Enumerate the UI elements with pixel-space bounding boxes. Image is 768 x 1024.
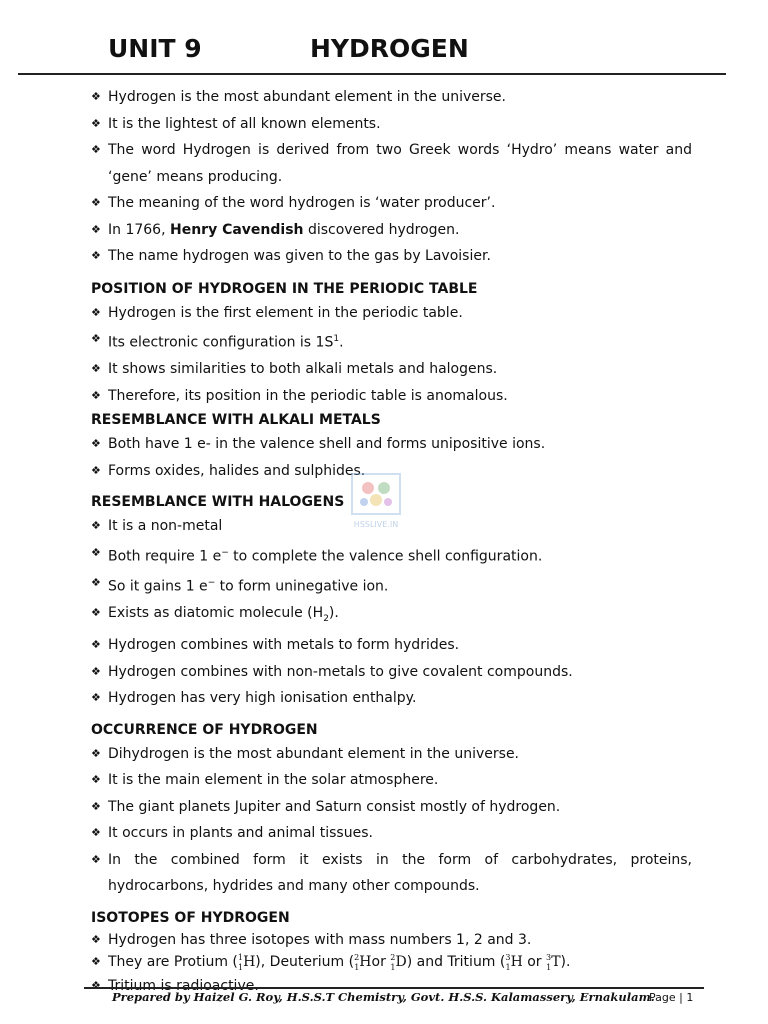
deuterium-d-symbol: $^2_1$D bbox=[390, 952, 407, 972]
section-heading: OCCURRENCE OF HYDROGEN bbox=[91, 721, 318, 738]
deuterium-symbol: $^2_1$H bbox=[354, 952, 372, 972]
section-heading: POSITION OF HYDROGEN IN THE PERIODIC TABLE bbox=[91, 280, 478, 297]
scientist-name: Henry Cavendish bbox=[169, 221, 304, 238]
list-item: ❖ The name hydrogen was given to the gas by Lavoisier. bbox=[91, 243, 692, 270]
page-title: HYDROGEN bbox=[310, 34, 469, 63]
tritium-t-symbol: $^3_1$T bbox=[546, 952, 561, 972]
list-item: ❖ They are Protium ($^1_1$H), Deuterium ($^2_1$Hor $^2_1$D) and Tritium ($^3_1$H or $^3_1$T). bbox=[91, 951, 692, 975]
list-item: ❖ Hydrogen has three isotopes with mass numbers 1, 2 and 3. bbox=[91, 929, 692, 951]
list-item: ❖ Exists as diatomic molecule $(H_2)$. bbox=[91, 600, 692, 632]
section-heading: ISOTOPES OF HYDROGEN bbox=[91, 909, 290, 926]
watermark-logo bbox=[346, 472, 406, 530]
list-item: ❖ In 1766, Henry Cavendish discovered hydrogen. bbox=[91, 217, 692, 244]
watermark-text: HSSLIVE.IN bbox=[353, 520, 399, 529]
list-item: ❖ It is the main element in the solar atmosphere. bbox=[91, 767, 692, 794]
list-item: ❖ Its electronic configuration is $1S^1$. bbox=[91, 326, 692, 356]
list-item: ❖ Both require 1 e− to complete the valence shell configuration. bbox=[91, 540, 692, 570]
list-item: ❖ It shows similarities to both alkali metals and halogens. bbox=[91, 356, 692, 383]
list-item: ❖ Hydrogen is the first element in the periodic table. bbox=[91, 300, 692, 327]
protium-symbol: $^1_1$H bbox=[237, 952, 256, 972]
footer-rule bbox=[84, 987, 704, 989]
list-item: ❖ Hydrogen combines with metals to form hydrides. bbox=[91, 632, 692, 659]
list-item: ❖ It occurs in plants and animal tissues. bbox=[91, 820, 692, 847]
list-item: ❖ It is the lightest of all known elements. bbox=[91, 111, 692, 138]
tritium-symbol: $^3_1$H bbox=[505, 952, 523, 972]
list-item: ❖ The meaning of the word hydrogen is ‘water producer’. bbox=[91, 190, 692, 217]
footer-credit: Prepared by Haizel G. Roy, H.S.S.T Chemistry, Govt. H.S.S. Kalamassery, Ernakulam. bbox=[112, 990, 655, 1004]
list-item: ❖ Both have 1 e- in the valence shell and forms unipositive ions. bbox=[91, 431, 692, 458]
list-item: ❖ Forms oxides, halides and sulphides. bbox=[91, 458, 692, 485]
list-item: ❖ The word Hydrogen is derived from two Greek words ‘Hydro’ means water and ‘gene’ means producing. bbox=[91, 137, 692, 190]
list-item: ❖ Dihydrogen is the most abundant element in the universe. bbox=[91, 741, 692, 768]
list-item: ❖ It is a non-metal bbox=[91, 513, 692, 540]
section-heading: RESEMBLANCE WITH ALKALI METALS bbox=[91, 412, 381, 429]
list-item: ❖ So it gains 1 e− to form uninegative ion. bbox=[91, 570, 692, 600]
unit-label: UNIT 9 bbox=[108, 34, 202, 63]
page-number: Page | 1 bbox=[649, 991, 694, 1004]
list-item: ❖ Hydrogen is the most abundant element in the universe. bbox=[91, 84, 692, 111]
section-heading: RESEMBLANCE WITH HALOGENS bbox=[91, 494, 345, 511]
list-item: ❖ Hydrogen has very high ionisation enthalpy. bbox=[91, 685, 692, 712]
document-body bbox=[91, 84, 692, 997]
list-item: ❖ Therefore, its position in the periodic table is anomalous. bbox=[91, 383, 692, 410]
header-rule bbox=[18, 73, 726, 75]
list-item: ❖ In the combined form it exists in the form of carbohydrates, proteins, hydrocarbons, hydrides and many other compounds. bbox=[91, 847, 692, 900]
list-item: ❖ Tritium is radioactive. bbox=[91, 975, 692, 997]
list-item: ❖ The giant planets Jupiter and Saturn consist mostly of hydrogen. bbox=[91, 794, 692, 821]
list-item: ❖ Hydrogen combines with non-metals to give covalent compounds. bbox=[91, 659, 692, 686]
